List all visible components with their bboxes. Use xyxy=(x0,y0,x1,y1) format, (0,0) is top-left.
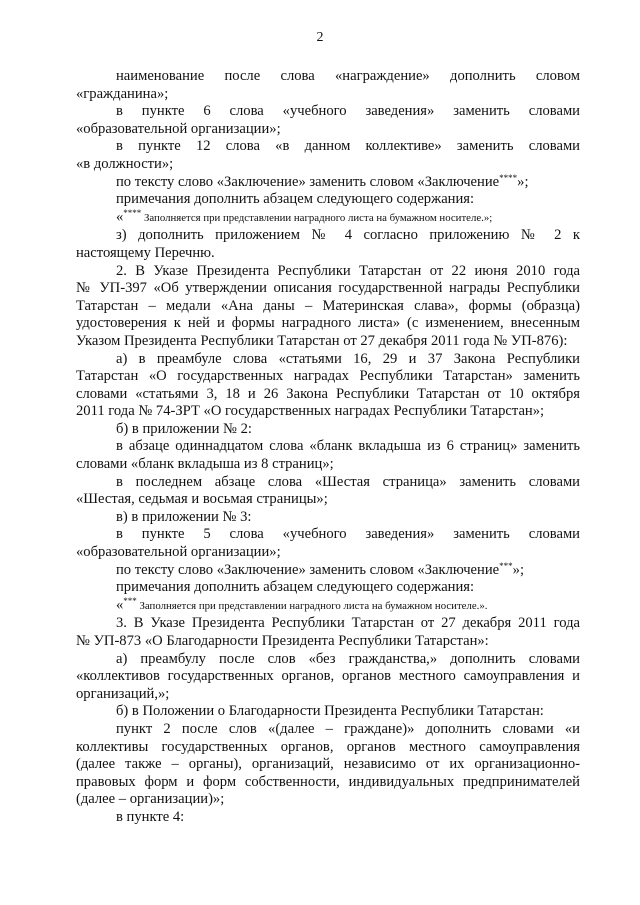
paragraph-line: з) дополнить приложением № 4 согласно приложению № 2 к xyxy=(116,227,580,244)
asterisk-mark: **** xyxy=(123,207,142,218)
paragraph-line: Татарстан «О государственных наградах Республики Татарстан» заменить xyxy=(76,368,580,385)
paragraph-line: 3. В Указе Президента Республики Татарстан от 27 декабря 2011 года xyxy=(116,615,580,632)
paragraph-line: 2011 года № 74-ЗРТ «О государственных наградах Республики Татарстан»; xyxy=(76,403,545,420)
paragraph-line: наименование после слова «награждение» дополнить словом xyxy=(116,68,580,84)
footnote-text xyxy=(76,597,580,616)
paragraph-line: в последнем абзаце слова «Шестая страница» заменить словами xyxy=(116,473,580,490)
paragraph-line: в абзаце одиннадцатом слова «бланк вкладыша из 6 страниц» заменить xyxy=(116,438,580,455)
text-after: Заполняется при представлении наградного листа на бумажном носителе.». xyxy=(136,599,488,612)
paragraph: примечания дополнить абзацем следующего содержания: xyxy=(116,191,475,208)
paragraph: б) в приложении № 2: xyxy=(116,420,252,437)
paragraph-continuation: «гражданина»; xyxy=(76,85,169,102)
paragraph-line: (далее – организации)»; xyxy=(76,791,225,808)
paragraph-line: (далее также – органы), организаций, независимо от их организационно- xyxy=(76,756,580,773)
paragraph-line: правовых форм и форм собственности, индивидуальных предпринимателей xyxy=(76,773,580,790)
text-before: по тексту слово «Заключение» заменить словом «Заключение xyxy=(116,561,500,578)
footnote-text xyxy=(76,209,580,228)
paragraph-line: коллективы государственных органов, органов местного самоуправления xyxy=(76,738,580,755)
paragraph: в) в приложении № 3: xyxy=(116,508,252,525)
text-before: « xyxy=(116,208,124,225)
text-after: Заполняется при представлении наградного листа на бумажном носителе.»; xyxy=(141,211,493,224)
asterisk-mark: **** xyxy=(499,172,518,183)
paragraph-continuation: «Шестая, седьмая и восьмая страницы»; xyxy=(76,491,328,508)
paragraph-continuation: № УП-873 «О Благодарности Президента Республики Татарстан»: xyxy=(76,633,489,649)
paragraph-line: удостоверения к ней и формы наградного листа» (с изменением, внесенным xyxy=(76,315,580,332)
paragraph-line: в пункте 6 слова «учебного заведения» заменить словами xyxy=(116,103,580,120)
paragraph: б) в Положении о Благодарности Президента Республики Татарстан: xyxy=(116,703,544,720)
paragraph-line: словами «статьями 3, 18 и 26 Закона Республики Татарстан от 10 октября xyxy=(76,385,580,402)
text-before: по тексту слово «Заключение» заменить словом «Заключение xyxy=(116,173,500,190)
paragraph-continuation: словами «бланк вкладыша из 8 страниц»; xyxy=(76,456,334,473)
text-before: « xyxy=(116,596,124,613)
asterisk-mark: *** xyxy=(499,560,513,571)
asterisk-mark: *** xyxy=(123,595,137,606)
paragraph-line: 2. В Указе Президента Республики Татарстан от 22 июня 2010 года xyxy=(116,262,580,279)
paragraph-line: организаций,»; xyxy=(76,685,170,702)
text-after: »; xyxy=(517,173,529,190)
paragraph: в пункте 4: xyxy=(116,808,185,825)
paragraph-continuation: настоящему Перечню. xyxy=(76,244,215,261)
paragraph-line: Татарстан – медали «Ана даны – Материнская слава», формы (образца) xyxy=(76,297,580,314)
paragraph-line: в пункте 5 слова «учебного заведения» заменить словами xyxy=(116,526,580,543)
paragraph xyxy=(76,174,580,192)
page-number: 2 xyxy=(316,30,324,45)
paragraph-continuation: «в должности»; xyxy=(76,155,174,172)
paragraph: примечания дополнить абзацем следующего содержания: xyxy=(116,579,475,596)
paragraph-line: «коллективов государственных органов, органов местного самоуправления и xyxy=(76,668,580,685)
paragraph-line: в пункте 12 слова «в данном коллективе» заменить словами xyxy=(116,138,580,155)
paragraph-line: а) в преамбуле слова «статьями 16, 29 и 37 Закона Республики xyxy=(116,350,580,367)
paragraph-continuation: «образовательной организации»; xyxy=(76,544,281,561)
paragraph-line: а) преамбулу после слов «без гражданства,» дополнить словами xyxy=(116,650,580,667)
paragraph-line: Указом Президента Республики Татарстан от 27 декабря 2011 года № УП-876): xyxy=(76,332,568,349)
document-body xyxy=(76,68,580,827)
paragraph xyxy=(76,562,580,580)
paragraph-continuation: «образовательной организации»; xyxy=(76,120,281,137)
paragraph-line: пункт 2 после слов «(далее – граждане)» дополнить словами «и xyxy=(116,720,580,737)
text-after: »; xyxy=(512,561,524,578)
paragraph-line: № УП-397 «Об утверждении описания государственной награды Республики xyxy=(76,280,580,297)
